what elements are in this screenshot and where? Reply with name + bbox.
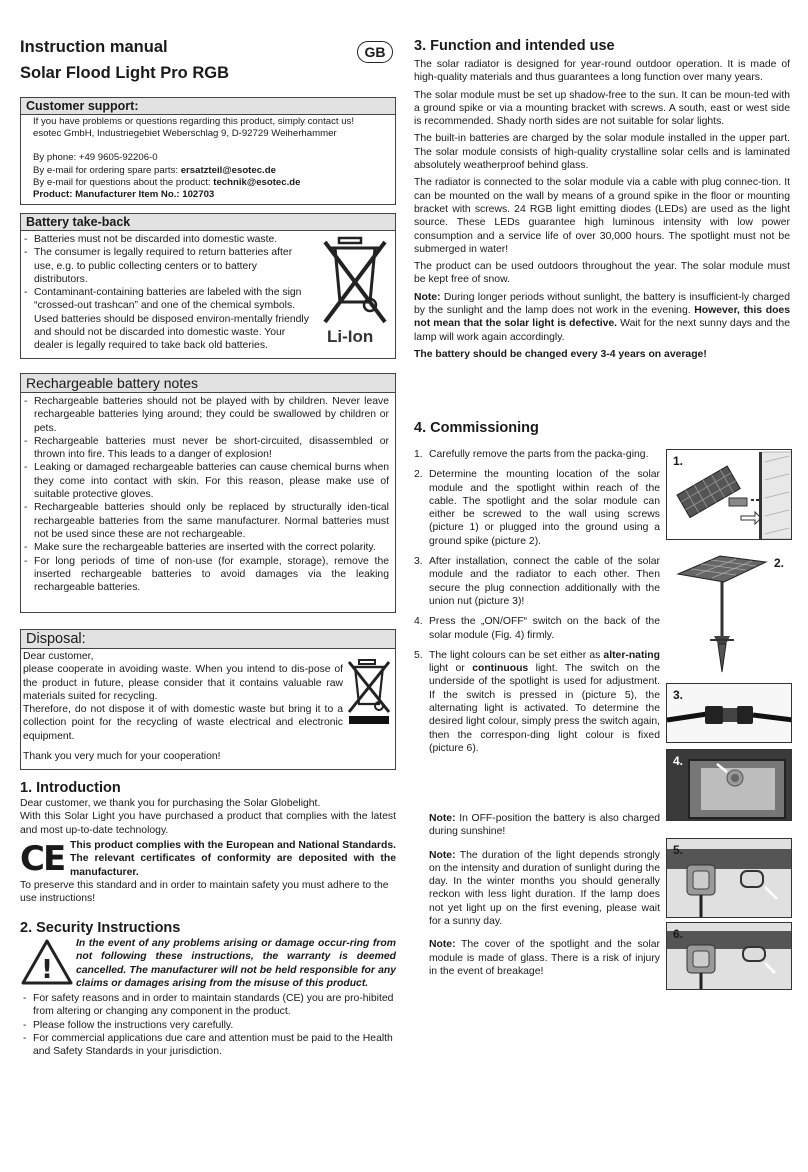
step-number: 4. [414,616,423,628]
note-label: Note: [414,291,441,303]
switch-illustration [667,750,792,821]
intro-text: With this Solar Light you have purchased a product that complies with the latest and most up-to-date technology. [20,811,396,836]
list-item: - Make sure the rechargeable batteries are inserted with the correct polarity. [21,541,389,554]
manual-title: Instruction manual [20,38,168,56]
list-item: - Please follow the instructions very carefully. [20,1019,396,1032]
note-label: Note: [429,849,456,861]
figure-6 [666,922,792,990]
figure-label: 4. [673,754,684,768]
figure-label: 2. [773,556,784,570]
step-number: 5. [414,649,423,661]
step-text-c: light or [429,663,473,675]
disposal-title: Disposal: [21,630,395,649]
step-text-alternating: alter-nating [603,649,660,661]
list-item: - Rechargeable batteries should only be replaced by structurally iden-tical rechargeable batteries from the same manufacturer. Normal batteries must not be used since these are not rechargeable. [21,501,389,541]
item-number: Product: Manufacturer Item No.: 102703 [33,189,215,201]
note-text: The cover of the spotlight and the solar module is made of glass. There is a risk of injury in the event of breakage! [429,939,660,977]
figure-1 [666,449,792,540]
underside-switch-illustration [667,839,792,918]
step-number: 2. [414,469,423,481]
battery-takeback-title: Battery take-back [21,214,395,231]
figure-label: 5. [673,843,684,857]
commissioning-note [429,812,660,839]
battery-takeback-list [21,231,311,353]
figure-label: 1. [673,454,684,468]
crossed-trashcan-icon [323,236,387,328]
disposal-box [20,629,396,770]
step-text: After installation, connect the cable of the solar module and the radiator to each other. Then secure the plug connection additionally with the union nut (picture 3)! [429,556,660,607]
chemical-symbol: Li-Ion [327,327,374,346]
figure-label: 6. [673,927,684,941]
cable-connector-illustration [667,684,792,743]
intro-text: Dear customer, we thank you for purchasing the Solar Globelight. [20,798,321,809]
spare-label: By e-mail for ordering spare parts: [33,164,181,176]
figure-label: 3. [673,688,684,702]
list-item: - Rechargeable batteries must never be short-circuited, disassembled or thrown into fire. This leads to a danger of explosion! [21,435,389,462]
disposal-text-2: Therefore, do not dispose it of with domestic waste but bring it to a collection point for the recycling of waste electrical and electronic equipment. [23,704,343,742]
intro-text: To preserve this standard and in order to maintain safety you must adhere to the use instructions! [20,879,389,905]
note-bold: However, this does not mean that the solar light is defective. [414,305,790,330]
security-heading: 2. Security Instructions [20,920,181,936]
step-text-e: light. The switch on the underside of the spotlight is used for adjustment. If the switch is pressed in (picture 5), the alternating light is activated. To determine the desired light colour, simply press the switch again, then the correspon-ding light colour is fixed (picture 6). [429,663,660,754]
note-tail: Wait for the next sunny days and the lamp will work again accordingly. [414,318,790,343]
product-title: Solar Flood Light Pro RGB [20,64,229,82]
commissioning-note [429,849,660,929]
warning-triangle-icon [20,938,74,986]
step-text: Press the „ON/OFF“ switch on the back of the solar module (Fig. 4) firmly. [429,616,660,641]
function-para: The radiator is connected to the solar module via a cable with plug connec-tion. It can be mounted on the wall by means of a ground spike in the floor or mounting bracket with screws. 24 RGB light emitting diodes (LEDs) are used as the light source. These LEDs guarantee high luminous intensity with low power consumption and a service life of over 30,000 hours. The spotlight must not be submerged in water! [414,177,790,255]
step-text: Carefully remove the parts from the packa-ging. [429,449,649,460]
question-label: By e-mail for questions about the product: [33,176,214,188]
technical-email-link[interactable]: technik@esotec.de [213,176,301,188]
weee-bin-icon [347,658,391,724]
ce-conformity-text: This product complies with the European and National Standards. The relevant certificates of conformity are deposited with the manufacturer. [70,839,396,878]
note-label: Note: [429,813,456,824]
wall-mount-illustration [667,450,792,540]
introduction-heading: 1. Introduction [20,780,121,796]
list-item: - Rechargeable batteries should not be played with by children. Never leave rechargeable batteries lying around; they could be swallowed by children or pets. [21,395,389,435]
note-label: Note: [429,939,456,951]
figure-3 [666,683,792,743]
figure-4 [666,749,792,821]
rechargeable-notes-list [21,393,395,594]
note-text: During longer periods without sunlight, the battery is insufficient-ly charged by the sunlight and the lamp does not work in the evening. [414,291,790,317]
customer-support-box [20,97,396,205]
function-para: The solar module must be set up shadow-free to the sun. It can be moun-ted with a ground spike or via a mounting bracket with screws. A south, east or west side is recommended. Shady north sides are not suitable for solar lights. [414,89,790,128]
list-item: - For safety reasons and in order to maintain standards (CE) you are pro-hibited from altering or changing any component in the product. [20,992,396,1019]
function-para: The built-in batteries are charged by the solar module installed in the upper part. The solar module consists of high-quality crystalline solar cells and is laminated absolutely weatherproof behind glass. [414,133,790,172]
warning-symbol: ! [41,955,53,985]
rechargeable-notes-title: Rechargeable battery notes [21,374,395,393]
spare-email-link[interactable]: ersatzteil@esotec.de [180,164,276,176]
battery-change-note: The battery should be changed every 3-4 years on average! [414,348,707,360]
customer-support-title: Customer support: [21,98,395,115]
support-line: esotec GmbH, Industriegebiet Weberschlag 9, D-92729 Weiherhammer [33,128,337,140]
step-item [414,468,660,548]
step-text-continuous: continuous [472,663,529,675]
figure-2 [666,544,792,677]
figure-5 [666,838,792,918]
disposal-text: please cooperate in avoiding waste. When you intend to dis-pose of the product in future, please consider that it contains valuable raw materials suited for recycling. [23,664,343,702]
list-item: - Batteries must not be discarded into domestic waste. [21,233,311,246]
list-item: - The consumer is legally required to return batteries after use, e.g. to public collecting centers or to battery distributors. [21,246,311,286]
commissioning-steps [414,448,660,762]
step-number: 3. [414,556,423,568]
function-heading: 3. Function and intended use [414,38,615,54]
rechargeable-notes-box [20,373,396,613]
step-item [414,555,660,608]
list-item: - Leaking or damaged rechargeable batteries can cause chemical burns when they come into contact with skin. For this reason, please make use of suitable protective gloves. [21,461,389,501]
note-text: The duration of the light depends strongly on the intensity and duration of sunlight during the day. In the winter months you should generally reckon with less light duration. If the lamp does not yet light up on the first evening, please wait for a sunny day. [429,849,660,928]
disposal-greeting: Dear customer, [23,651,94,662]
disposal-thanks: Thank you very much for your cooperation! [23,751,221,763]
function-note [414,291,790,344]
support-phone: By phone: +49 9605-92206-0 [33,152,158,164]
list-item: - For long periods of time of non-use (for example, storage), remove the inserted rechargeable batteries to avoid damages via the leaking rechargeable batteries. [21,555,389,595]
list-item: - For commercial applications due care and attention must be paid to the Health and Safety Standards in your jurisdiction. [20,1032,396,1059]
commissioning-heading: 4. Commissioning [414,420,539,436]
battery-takeback-box [20,213,396,359]
step-item [414,448,660,461]
note-text: In OFF-position the battery is also charged during sunshine! [429,813,660,838]
list-item: - Contaminant-containing batteries are labeled with the sign “crossed-out trashcan” and one of the chemical symbols. Used batteries should be disposed environ-mentally friendly and should not be discarded into domestic waste. Your dealer is legally required to take back old batteries. [21,286,311,352]
ce-mark-icon: CE [20,838,65,879]
security-list [20,992,396,1058]
support-line: If you have problems or questions regarding this product, simply contact us! [33,116,355,127]
commissioning-note [429,938,660,978]
function-para: The solar radiator is designed for year-round outdoor operation. It is made of high-quality materials and thus guarantees a long function over many years. [414,59,790,84]
warranty-warning: In the event of any problems arising or damage occur-ring from not following these instructions, the warranty is deemed cancelled. The manufacturer will not be held responsible for any claims or damages arising from the misuse of this product. [76,938,396,989]
step-item [414,649,660,755]
step-text-a: The light colours can be set either as [429,649,604,661]
step-number: 1. [414,449,423,460]
underside-switch-illustration [667,923,792,990]
function-para: The product can be used outdoors throughout the year. The solar module must be kept free of snow. [414,261,790,286]
language-badge: GB [357,41,393,63]
step-text: Determine the mounting location of the solar module and the spotlight within reach of the cable. The spotlight and the solar module can either be screwed to the wall using screws (picture 1) or plugged into the ground using a ground spike (picture 2). [429,469,660,547]
step-item [414,615,660,642]
